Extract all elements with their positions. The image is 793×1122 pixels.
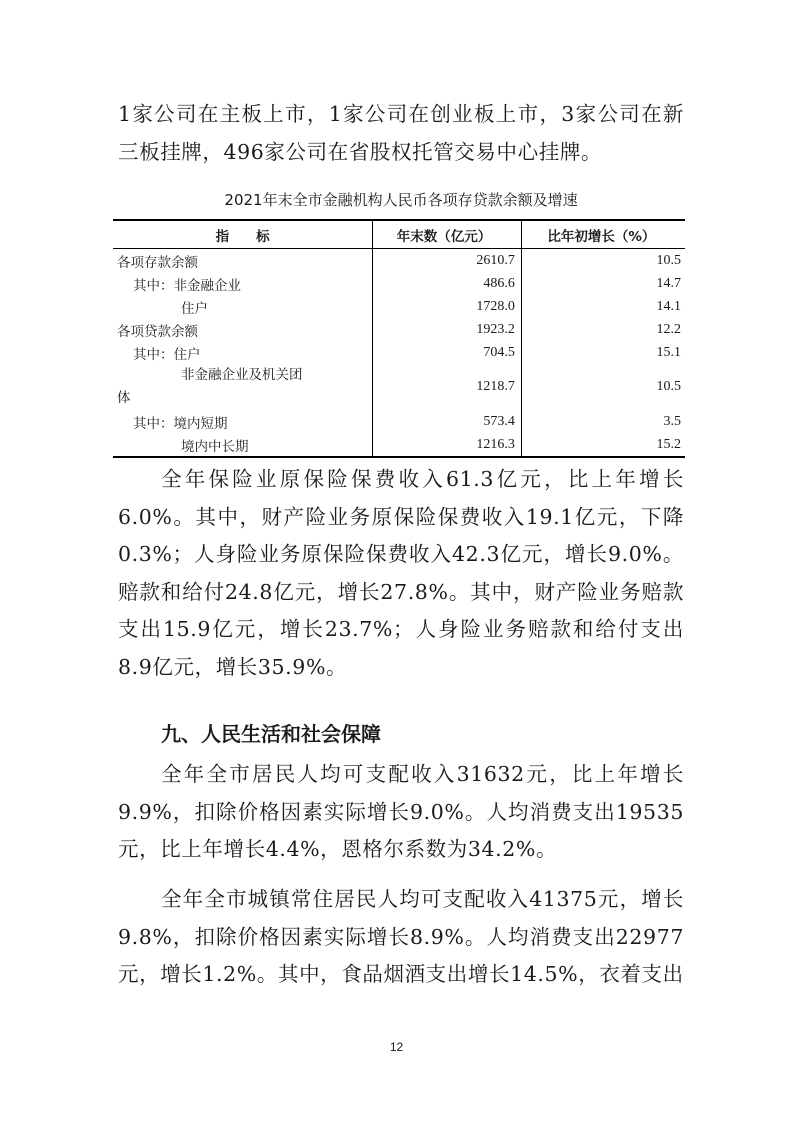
row-value: 2610.7 [373, 249, 522, 273]
row-indicator: 其中：境内短期 [133, 415, 228, 432]
row-value: 1728.0 [373, 295, 522, 318]
table-row [113, 433, 685, 457]
table-row [113, 295, 685, 318]
table-header-row [113, 220, 685, 249]
row-indicator: 境内中长期 [113, 433, 373, 457]
row-growth: 15.2 [521, 433, 685, 457]
table-row [113, 341, 685, 364]
row-growth: 10.5 [656, 379, 681, 394]
page-number: 12 [389, 1040, 404, 1054]
section-heading: 九、人民生活和社会保障 [161, 722, 381, 746]
table-row [113, 318, 685, 341]
header-growth: 比年初增长（%） [521, 220, 685, 249]
row-growth: 14.7 [656, 275, 681, 291]
table-row [113, 249, 685, 273]
row-growth: 15.1 [656, 344, 681, 360]
row-indicator: 其中：住户 [133, 346, 201, 363]
table-row [113, 272, 685, 295]
paragraph-insurance: 全年保险业原保险保费收入61.3亿元，比上年增长6.0%。其中，财产险业务原保险保费收入19.1亿元，下降0.3%；人身险业务原保险保费收入42.3亿元，增长9.0%。赔款和给付24.8亿元，增长27.8%。其中，财产险业务赔款支出15.9亿元，增长23.7%；人身险业务赔款和给付支出8.9亿元，增长35.9%。 [118, 467, 684, 679]
row-indicator-line1: 非金融企业及机关团 [181, 367, 303, 383]
paragraph-resident-income: 全年全市居民人均可支配收入31632元，比上年增长9.9%，扣除价格因素实际增长9.0%。人均消费支出19535元，比上年增长4.4%，恩格尔系数为34.2%。 [118, 762, 684, 861]
table-row [113, 410, 685, 433]
row-growth: 10.5 [656, 252, 681, 268]
row-value: 1923.2 [373, 318, 522, 341]
row-indicator [113, 364, 373, 410]
table-row [113, 364, 685, 410]
paragraph-listed-companies: 1家公司在主板上市，1家公司在创业板上市，3家公司在新三板挂牌，496家公司在省股权托管交易中心挂牌。 [118, 102, 684, 164]
row-indicator: 各项贷款余额 [117, 323, 198, 340]
row-value: 486.6 [373, 272, 522, 295]
table-title: 2021年末全市金融机构人民币各项存贷款余额及增速 [224, 191, 578, 209]
row-indicator: 各项存款余额 [117, 254, 198, 271]
row-growth: 14.1 [656, 298, 681, 314]
row-value: 1216.3 [373, 433, 522, 457]
row-growth: 12.2 [656, 321, 681, 337]
header-year-end-value: 年末数（亿元） [373, 220, 522, 249]
header-indicator: 指 标 [113, 220, 373, 249]
paragraph-urban-income: 全年全市城镇常住居民人均可支配收入41375元，增长9.8%，扣除价格因素实际增长8.9%。人均消费支出22977元，增长1.2%。其中，食品烟酒支出增长14.5%，衣着支出 [118, 887, 684, 986]
row-indicator: 住户 [181, 300, 208, 317]
row-indicator-line2: 体 [117, 390, 131, 406]
row-value: 573.4 [373, 410, 522, 433]
row-indicator: 其中：非金融企业 [133, 277, 241, 294]
row-value: 704.5 [373, 341, 522, 364]
row-growth: 3.5 [663, 413, 681, 429]
row-value: 1218.7 [373, 364, 522, 410]
deposit-loan-table [113, 219, 685, 458]
